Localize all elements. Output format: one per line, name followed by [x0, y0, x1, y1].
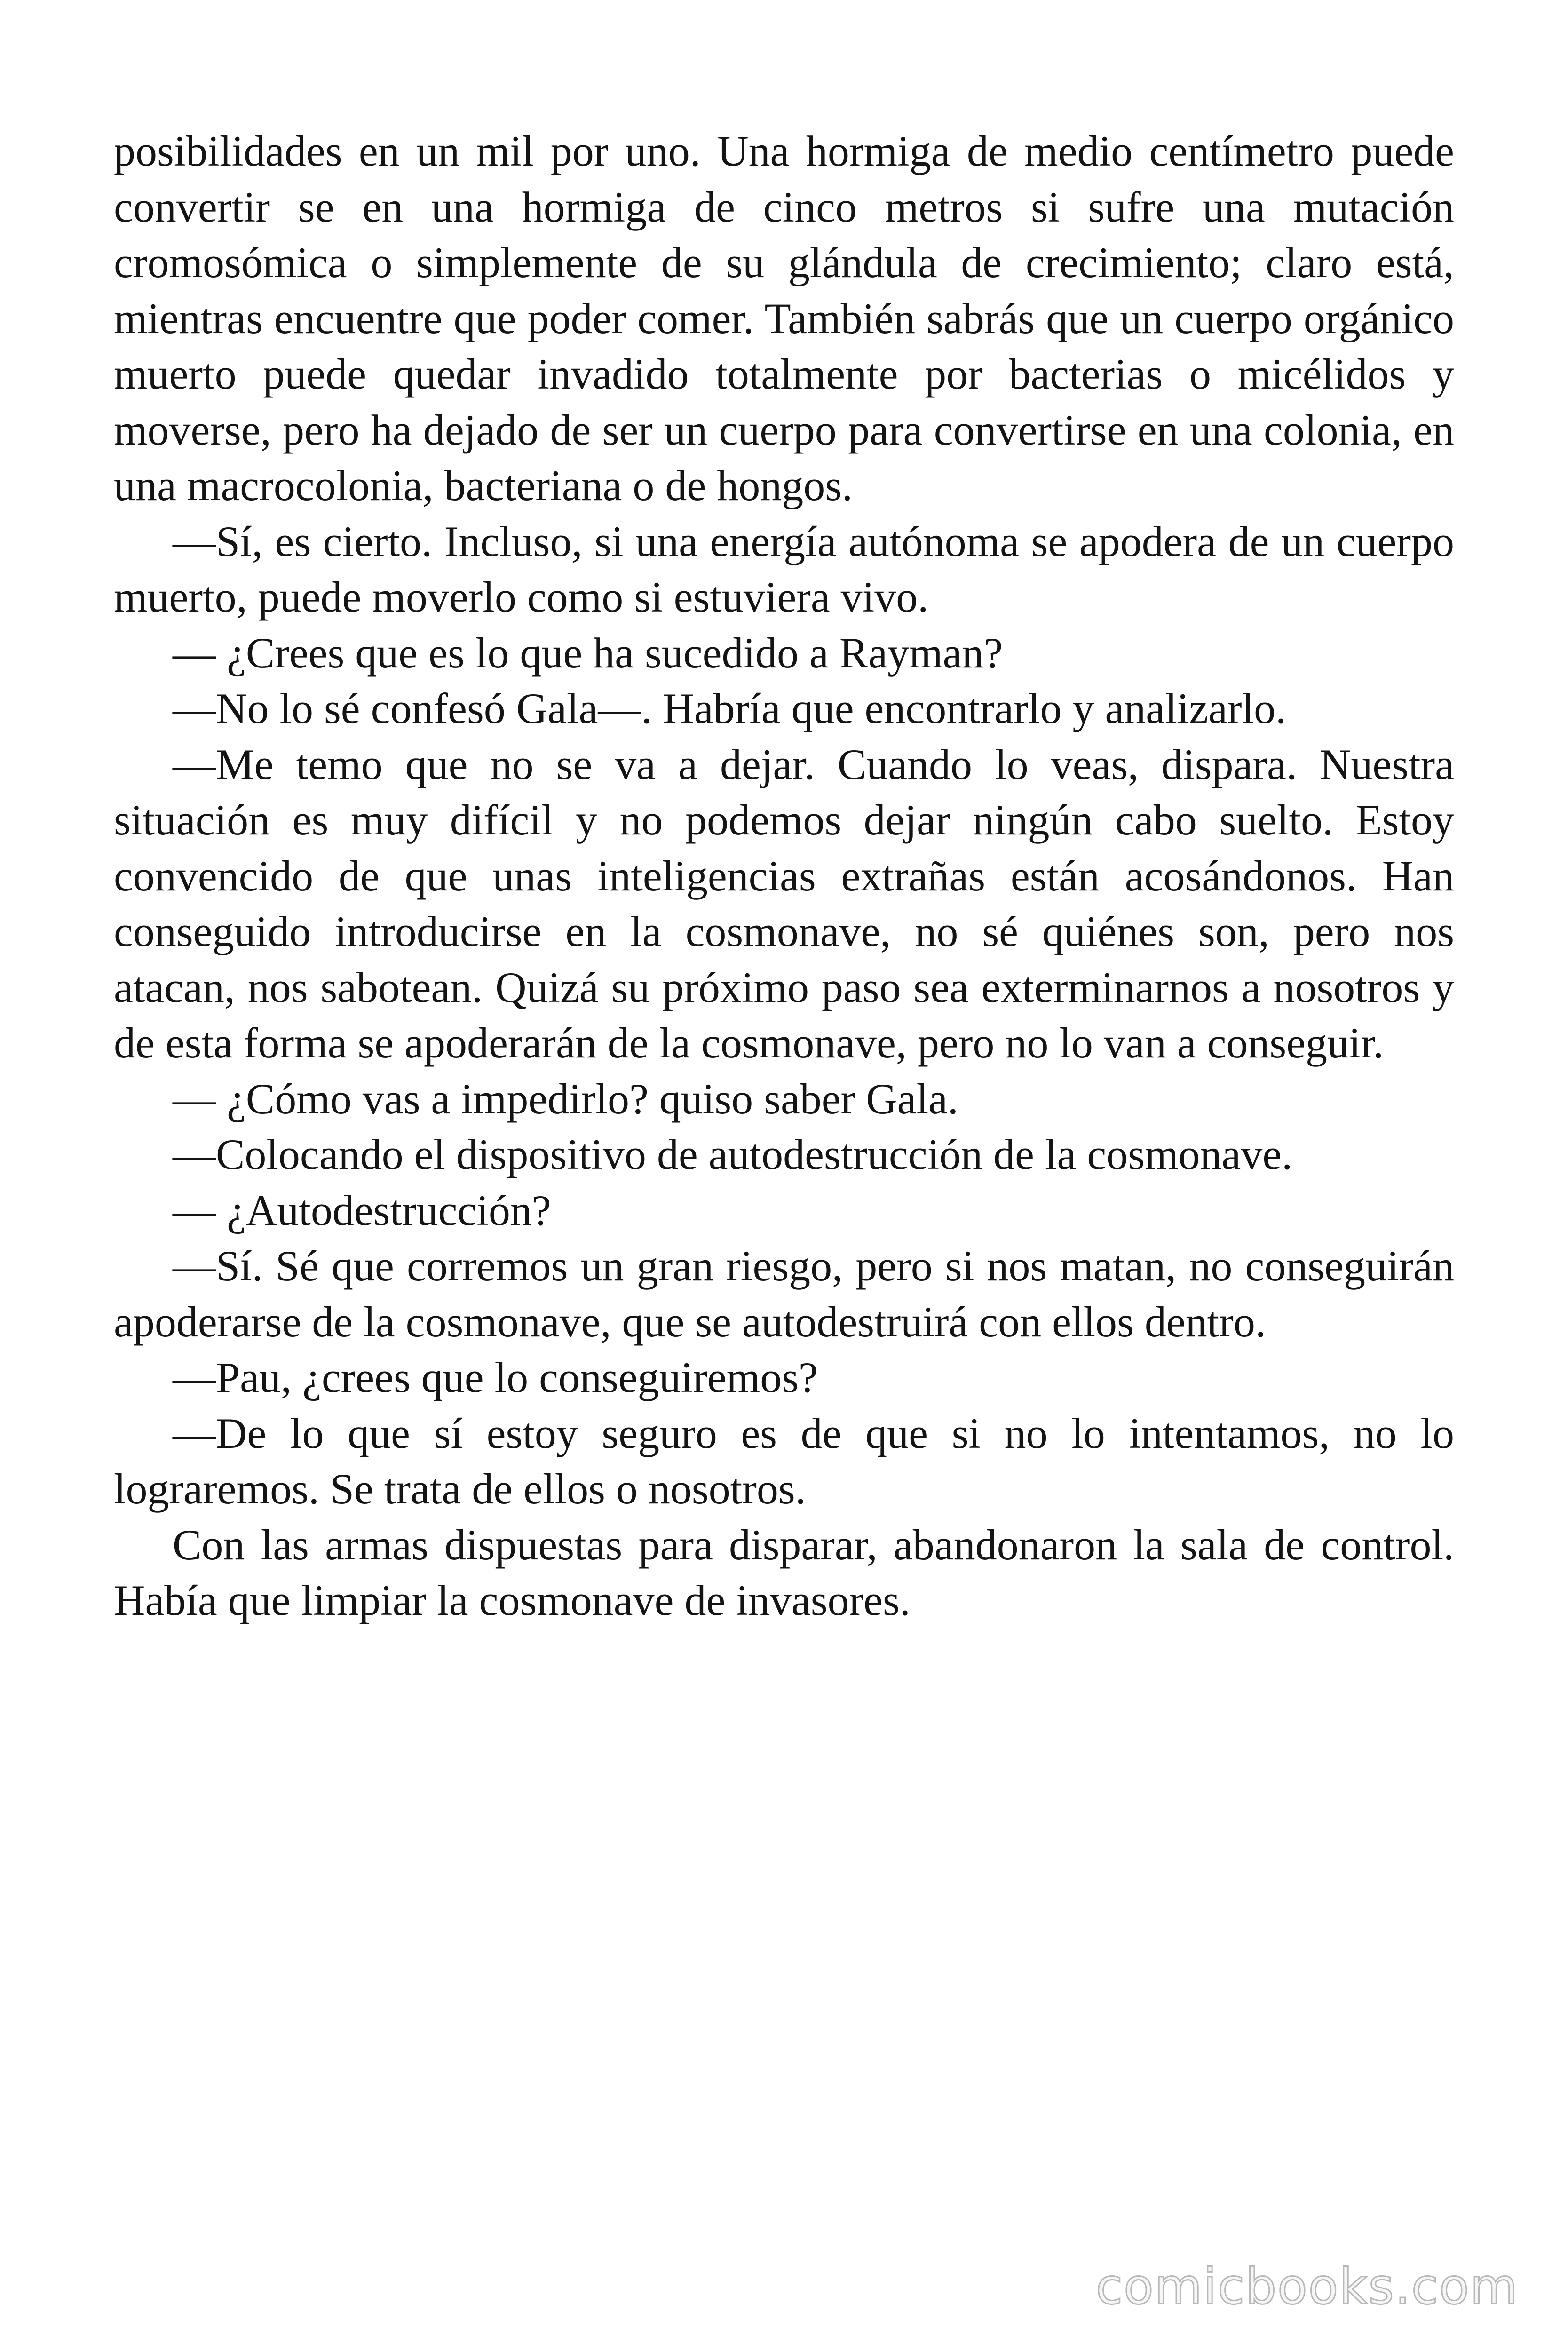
paragraph-7: —Colocando el dispositivo de autodestrucción de la cosmonave. [173, 1130, 1293, 1178]
paragraph-1: posibilidades en un mil por uno. Una hormiga de medio centímetro puede convertir se en una hormiga de cinco metros si sufre una mutación cromosómica o simplemente de su glándula de crecimiento; claro está, mientras encuentre que poder comer. También sabrás que un cuerpo orgánico muerto puede quedar invadido totalmente por bacterias o micélidos y moverse, pero ha dejado de ser un cuerpo para convertirse en una colonia, en una macrocolonia, bacteriana o de hongos. [114, 127, 1454, 509]
paragraph-2: —Sí, es cierto. Incluso, si una energía autónoma se apodera de un cuerpo muerto, puede moverlo como si estuviera vivo. [114, 517, 1454, 621]
paragraph-10: —Pau, ¿crees que lo conseguiremos? [173, 1353, 818, 1401]
paragraph-8: — ¿Autodestrucción? [173, 1186, 551, 1234]
paragraph-5: —Me temo que no se va a dejar. Cuando lo veas, dispara. Nuestra situación es muy difícil y no podemos dejar ningún cabo suelto. Estoy convencido de que unas inteligencias extrañas están acosándonos. Han conseguido introducirse en la cosmonave, no sé quiénes son, pero nos atacan, nos sabotean. Quizá su próximo paso sea exterminarnos a nosotros y de esta forma se apoderarán de la cosmonave, pero no lo van a conseguir. [114, 740, 1454, 1067]
paragraph-6: — ¿Cómo vas a impedirlo? quiso saber Gala. [173, 1074, 958, 1123]
page-body [114, 123, 1454, 1629]
paragraph-9: —Sí. Sé que corremos un gran riesgo, pero si nos matan, no conseguirán apoderarse de la cosmonave, que se autodestruirá con ellos dentro. [114, 1242, 1454, 1346]
paragraph-11: —De lo que sí estoy seguro es de que si no lo intentamos, no lo lograremos. Se trata de ellos o nosotros. [114, 1409, 1454, 1513]
paragraph-4: —No lo sé confesó Gala—. Habría que encontrarlo y analizarlo. [173, 684, 1287, 732]
paragraph-3: — ¿Crees que es lo que ha sucedido a Rayman? [173, 628, 1003, 677]
watermark: comicbooks.com [1095, 2258, 1519, 2315]
paragraph-12: Con las armas dispuestas para disparar, abandonaron la sala de control. Había que limpiar la cosmonave de invasores. [114, 1520, 1454, 1624]
